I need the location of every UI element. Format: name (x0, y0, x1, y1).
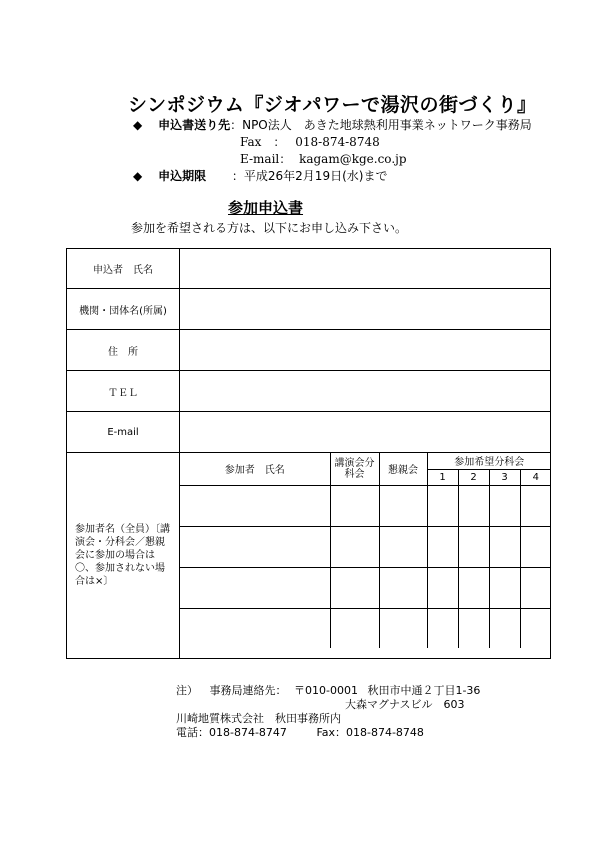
page-title: シンポジウム『ジオパワーで湯沢の街づくり』 (128, 94, 537, 116)
session-cell[interactable] (458, 567, 489, 608)
lecture-cell[interactable] (330, 567, 379, 608)
form-row (67, 249, 551, 289)
form-row (67, 371, 551, 412)
email-value: kagam@kge.co.jp (299, 152, 407, 166)
participant-name-cell[interactable] (180, 526, 330, 567)
reception-cell[interactable] (379, 567, 427, 608)
participant-name-cell[interactable] (180, 567, 330, 608)
session-cell[interactable] (520, 608, 551, 648)
phone-number: 電話：018-874-8747 (176, 726, 287, 739)
form-row (67, 330, 551, 371)
participant-name-header: 参加者 氏名 (180, 453, 330, 485)
participant-name-cell[interactable] (180, 485, 330, 526)
session-number: 1 (427, 469, 458, 485)
session-cell[interactable] (458, 526, 489, 567)
participants-table (180, 453, 551, 648)
session-cell[interactable] (427, 526, 458, 567)
send-to-colon: ： (230, 118, 243, 132)
session-cell[interactable] (489, 485, 520, 526)
email-label: E-mail (67, 412, 180, 453)
participant-row (180, 567, 551, 608)
send-to-org: NPO法人 あきた地球熱利用事業ネットワーク事務局 (242, 118, 532, 132)
tel-label: ＴＥＬ (67, 371, 180, 412)
lecture-header: 講演会分科会 (330, 453, 379, 485)
session-cell[interactable] (520, 567, 551, 608)
reception-cell[interactable] (379, 485, 427, 526)
session-cell[interactable] (489, 526, 520, 567)
fax-value: 018-874-8748 (295, 135, 380, 149)
diamond-bullet-icon: ◆ (133, 118, 143, 132)
applicant-name-field[interactable] (180, 249, 551, 289)
form-row (67, 453, 551, 659)
address-line-2: 大森マグナスビル 603 (345, 698, 465, 711)
applicant-name-label: 申込者 氏名 (67, 249, 180, 289)
form-title: 参加申込書 (228, 199, 304, 217)
form-row (67, 412, 551, 453)
email-line (240, 150, 407, 167)
send-to-line (133, 116, 532, 133)
lecture-cell[interactable] (330, 608, 379, 648)
note-label: 注） (176, 684, 198, 697)
reception-cell[interactable] (379, 526, 427, 567)
session-cell[interactable] (458, 485, 489, 526)
participant-row (180, 485, 551, 526)
session-cell[interactable] (427, 608, 458, 648)
session-number: 4 (520, 469, 551, 485)
lecture-cell[interactable] (330, 526, 379, 567)
address-field[interactable] (180, 330, 551, 371)
session-number: 3 (489, 469, 520, 485)
participant-row (180, 526, 551, 567)
session-cell[interactable] (520, 485, 551, 526)
form-row (67, 289, 551, 330)
organization-label: 機関・団体名(所属) (67, 289, 180, 330)
email-label: E-mail： (240, 152, 292, 166)
instruction-text: 参加を希望される方は、以下にお申し込み下さい。 (131, 221, 408, 235)
lecture-cell[interactable] (330, 485, 379, 526)
phone-fax-line (176, 724, 424, 740)
diamond-bullet-icon: ◆ (133, 169, 143, 183)
session-cell[interactable] (427, 567, 458, 608)
organization-field[interactable] (180, 289, 551, 330)
deadline-line (133, 167, 387, 184)
send-to-label: 申込書送り先 (158, 118, 231, 132)
fax-number: Fax：018-874-8748 (316, 726, 424, 739)
postal-code: 〒010-0001 (294, 684, 358, 697)
contact-label: 事務局連絡先： (209, 684, 287, 697)
session-cell[interactable] (427, 485, 458, 526)
session-header: 参加希望分科会 (427, 453, 551, 469)
deadline-value: ：平成26年2月19日(水)まで (231, 169, 388, 183)
address-label: 住 所 (67, 330, 180, 371)
session-cell[interactable] (489, 608, 520, 648)
email-field[interactable] (180, 412, 551, 453)
reception-cell[interactable] (379, 608, 427, 648)
address-line-1: 秋田市中通２丁目1-36 (367, 684, 481, 697)
session-cell[interactable] (458, 608, 489, 648)
deadline-label: 申込期限 (158, 169, 207, 183)
reception-header: 懇親会 (379, 453, 427, 485)
session-number: 2 (458, 469, 489, 485)
application-form (66, 248, 551, 659)
tel-field[interactable] (180, 371, 551, 412)
fax-label: Fax ： (240, 135, 286, 149)
participants-label: 参加者名（全員）〔講演会・分科会／懇親会に参加の場合は〇、参加されない場合は×〕 (67, 453, 180, 659)
company-line: 川崎地質株式会社 秋田事務所内 (176, 712, 341, 725)
participant-name-cell[interactable] (180, 608, 330, 648)
session-cell[interactable] (520, 526, 551, 567)
participant-row (180, 608, 551, 648)
fax-line (240, 133, 380, 150)
session-cell[interactable] (489, 567, 520, 608)
